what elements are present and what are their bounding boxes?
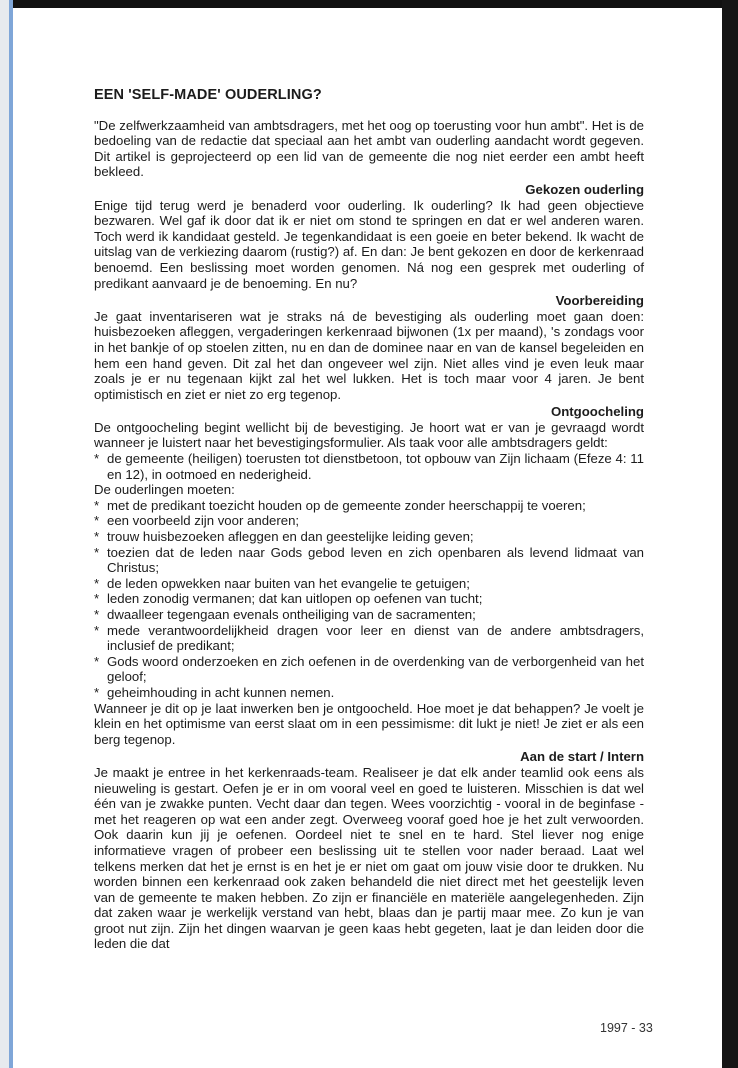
section-heading-ontgoocheling: Ontgoocheling: [550, 404, 644, 420]
list-item: * met de predikant toezicht houden op de gemeente zonder heerschappij te voeren;: [94, 497, 586, 513]
list-item: * de leden opwekken naar buiten van het evangelie te getuigen;: [94, 575, 470, 591]
list-item: * geheimhouding in acht kunnen nemen.: [94, 684, 335, 700]
section-text-ontgoocheling: De ontgoocheling begint wellicht bij de bevestiging. Je hoort wat er van je gevraagd wordt wanneer je luistert naar het bevestigingsformulier. Als taak voor alle ambtsdragers geldt:: [94, 419, 644, 451]
intro-paragraph: "De zelfwerkzaamheid van ambtsdragers, met het oog op toerusting voor hun ambt". Het is de bedoeling van de redactie dat speciaal aan het ambt van ouderling aandacht wordt gegeven. Dit artikel is geprojecteerd op een lid van de gemeente die nog niet eerder een ambt heeft bekleed.: [94, 117, 644, 180]
section-heading-voorbereiding: Voorbereiding: [555, 293, 644, 309]
scan-border-top: [0, 0, 738, 8]
list-item: * de gemeente (heiligen) toerusten tot dienstbetoon, tot opbouw van Zijn lichaam (Efeze 4: 11 en 12), in ootmoed en nederigheid.: [94, 451, 644, 482]
elders-intro: De ouderlingen moeten:: [94, 482, 235, 498]
list-item: * een voorbeeld zijn voor anderen;: [94, 513, 300, 529]
list-item: * trouw huisbezoeken afleggen en dan geestelijke leiding geven;: [94, 529, 474, 545]
section-text-voorbereiding: Je gaat inventariseren wat je straks ná de bevestiging als ouderling moet gaan doen: huisbezoeken afleggen, vergaderingen kerkenraad bijwonen (1x per maand), 's zondags voor in het bankje of op stoelen zitten, nu en dan de dominee naar en van de kansel begeleiden en hem een hand geven. Dit zal het dan ongeveer wel zijn. Niet alles vind je even leuk maar zoals je er nu tegenaan kijkt zal het wel lukken. Het is toch maar voor 4 jaren. Je bent optimistisch en ziet er niet zo erg tegenop.: [94, 308, 644, 402]
list-item: * toezien dat de leden naar Gods gebod leven en zich openbaren als levend lidmaat van Christus;: [94, 544, 644, 576]
section-closing-ontgoocheling: Wanneer je dit op je laat inwerken ben je ontgoocheld. Hoe moet je dat behappen? Je voelt je klein en het optimisme van eerst slaat om in een pessimisme: dit lukt je niet! Je ziet er als een berg tegenop.: [94, 700, 644, 747]
article: [94, 88, 644, 952]
section-heading-gekozen: Gekozen ouderling: [525, 181, 644, 197]
list-item: * dwaalleer tegengaan evenals ontheiliging van de sacramenten;: [94, 607, 476, 622]
section-text-gekozen: Enige tijd terug werd je benaderd voor ouderling. Ik ouderling? Ik had geen objectieve bezwaren. Wel gaf ik door dat ik er niet om stond te springen en dat er wel anderen waren. Toch werd ik kandidaat gesteld. Je tegenkandidaat is een goeie en beter bekend. Ik wacht de uitslag van de verkiezing daarom (rustig?) af. En dan: Je bent gekozen en door de kerkenraad benoemd. Een beslissing moet worden genomen. Ná nog een gesprek met ouderling of predikant aanvaard je de benoeming. En nu?: [94, 197, 644, 291]
article-title: EEN 'SELF-MADE' OUDERLING?: [94, 87, 322, 103]
scan-border-right: [722, 0, 738, 1068]
section-text-aan-de-start: Je maakt je entree in het kerkenraads-team. Realiseer je dat elk ander teamlid ook eens als nieuweling is gestart. Oefen je er in om vooral veel en goed te luisteren. Misschien is dat wel één van je zwakke punten. Vecht daar dan tegen. Wees voorzichtig - vooral in de beginfase - met het reageren op wat een ander zegt. Overweeg vooraf goed hoe je het zult verwoorden. Ook daarin kun jij je oefenen. Oordeel niet te snel en te hard. Stel liever nog enige informatieve vragen of probeer een beslissing uit te stellen voor nader beraad. Laat wel telkens merken dat het je ernst is en het je er niet om gaat om jouw visie door te drukken. Nu worden binnen een kerkenraad ook zaken behandeld die niet direct met het geestelijk leven van de gemeente te maken hebben. Zo zijn er financiële en materiële aangelegenheden. Zijn dat zaken waar je werkelijk verstand van hebt, blaas dan je partij maar mee. Zo kun je van groot nut zijn. Zijn het dingen waarvan je geen kaas hebt gegeten, laat je dan leiden door die leden die dat: [94, 764, 644, 952]
list-item: * mede verantwoordelijkheid dragen voor leer en dienst van de andere ambtsdragers, inclusief de predikant;: [94, 622, 644, 654]
list-item: * Gods woord onderzoeken en zich oefenen in de overdenking van de verborgenheid van het geloof;: [94, 653, 644, 685]
list-item: * leden zonodig vermanen; dat kan uitlopen op oefenen van tucht;: [94, 591, 483, 607]
section-heading-aan-de-start: Aan de start / Intern: [520, 749, 644, 765]
binding-edge-line: [9, 0, 13, 1068]
page-number: 1997 - 33: [600, 1021, 653, 1035]
scan-border-left: [0, 0, 9, 1068]
